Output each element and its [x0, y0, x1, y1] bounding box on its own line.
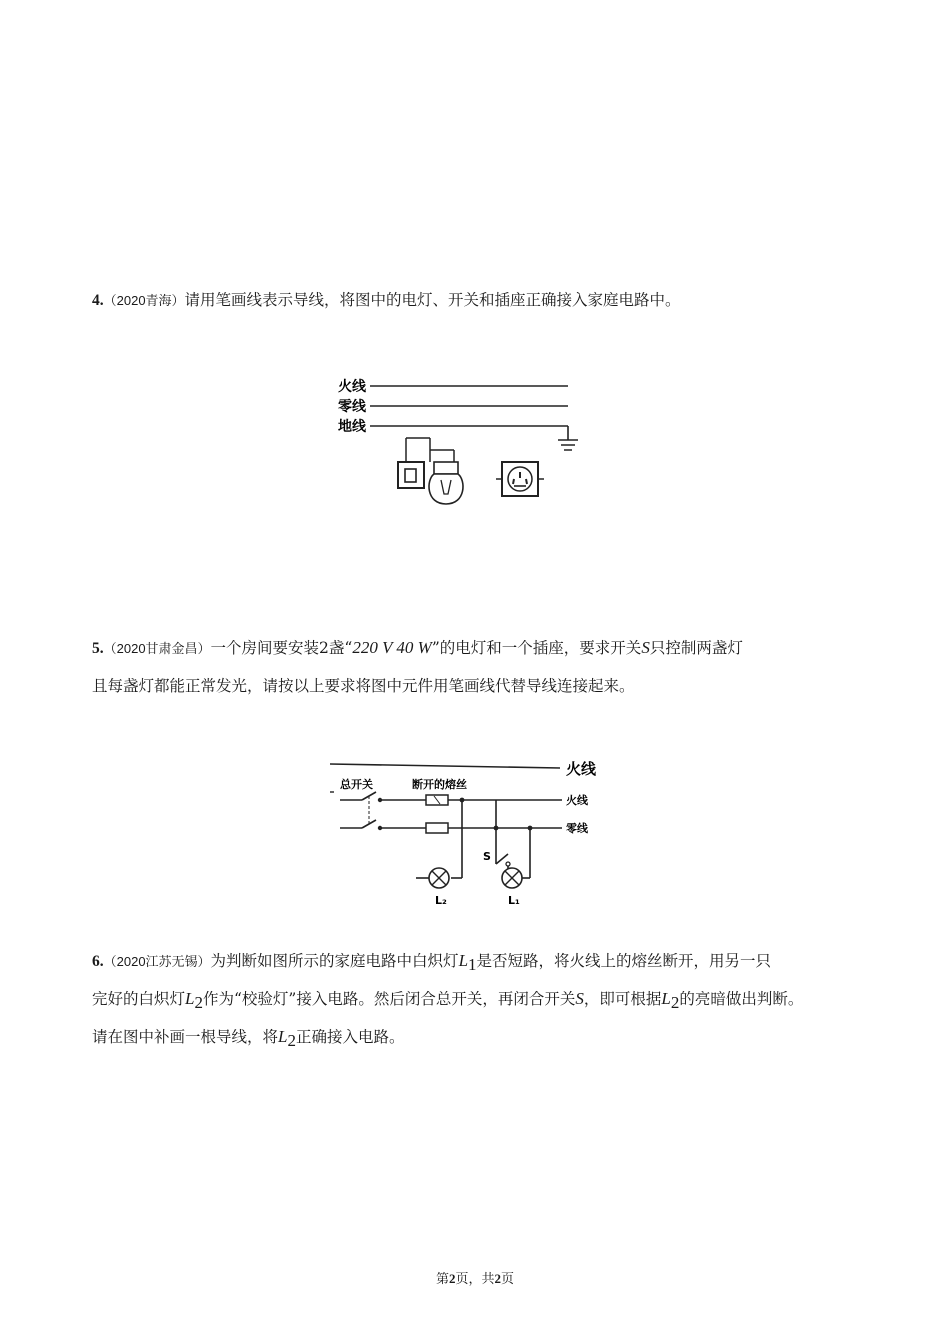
fire-line-label: 火线	[338, 379, 366, 395]
main-switch-label: 总开关	[340, 778, 373, 791]
main-switch-icon	[340, 792, 382, 830]
socket-icon	[496, 462, 544, 496]
switch-icon	[398, 438, 430, 488]
page-total: 2	[494, 1271, 501, 1286]
question-number: 4.	[92, 292, 104, 309]
question-6-line-2: 完好的白炽灯$L_2$作为“校验灯”接入电路。然后闭合总开关，再闭合开关S，即可根据$L_2$的亮暗做出判断。	[92, 989, 804, 1013]
question-5-line-2: 且每盏灯都能正常发光，请按以上要求将图中元件用笔画线代替导线连接起来。	[92, 677, 635, 695]
question-source: （2020青海）	[103, 293, 185, 308]
figure-q6-circuit	[326, 752, 616, 908]
question-number: 6.	[92, 953, 104, 970]
fuse-icon	[426, 823, 448, 833]
switch-s-label: S	[483, 850, 491, 863]
lamp-l1-label: L₁	[508, 894, 520, 907]
blown-fuse-label: 断开的熔丝	[412, 778, 467, 791]
top-fire-line	[330, 764, 560, 768]
lamp-rating: 220 V 40 W	[352, 638, 432, 657]
question-source: （2020甘肃金昌）	[103, 641, 211, 656]
question-text: 请用笔画线表示导线，将图中的电灯、开关和插座正确接入家庭电路中。	[184, 291, 681, 309]
lamp-l1-icon	[502, 868, 522, 888]
question-4	[92, 290, 681, 311]
question-5-line-1: 5.（2020甘肃金昌）一个房间要安装2盏“220 V 40 W”的电灯和一个插座，要求开关S只控制两盏灯	[92, 638, 743, 657]
switch-s-icon	[496, 847, 510, 866]
question-number: 5.	[92, 640, 104, 657]
lamp-l2-icon	[429, 868, 449, 888]
page-number: 2	[448, 1271, 456, 1286]
ground-line-label: 地线	[338, 419, 366, 435]
zero-line-label: 零线	[566, 822, 588, 835]
light-bulb-icon	[429, 438, 463, 504]
question-6-line-1: 6.（2020江苏无锡）为判断如图所示的家庭电路中白炽灯$L_1$是否短路，将火线上的熔丝断开，用另一只	[92, 951, 772, 975]
page-footer: 第2页，共2页	[435, 1271, 515, 1287]
fire-line-top-label: 火线	[566, 760, 597, 778]
zero-line-label: 零线	[338, 399, 366, 415]
question-6-line-3: 请在图中补画一根导线，将$L_2$正确接入电路。	[92, 1027, 405, 1051]
question-source: （2020江苏无锡）	[103, 954, 211, 969]
ground-symbol-icon	[558, 426, 578, 450]
fire-line-label: 火线	[566, 794, 588, 807]
figure-q4-circuit	[330, 370, 590, 510]
lamp-l2-label: L₂	[435, 894, 447, 907]
var-s: S	[641, 638, 650, 657]
